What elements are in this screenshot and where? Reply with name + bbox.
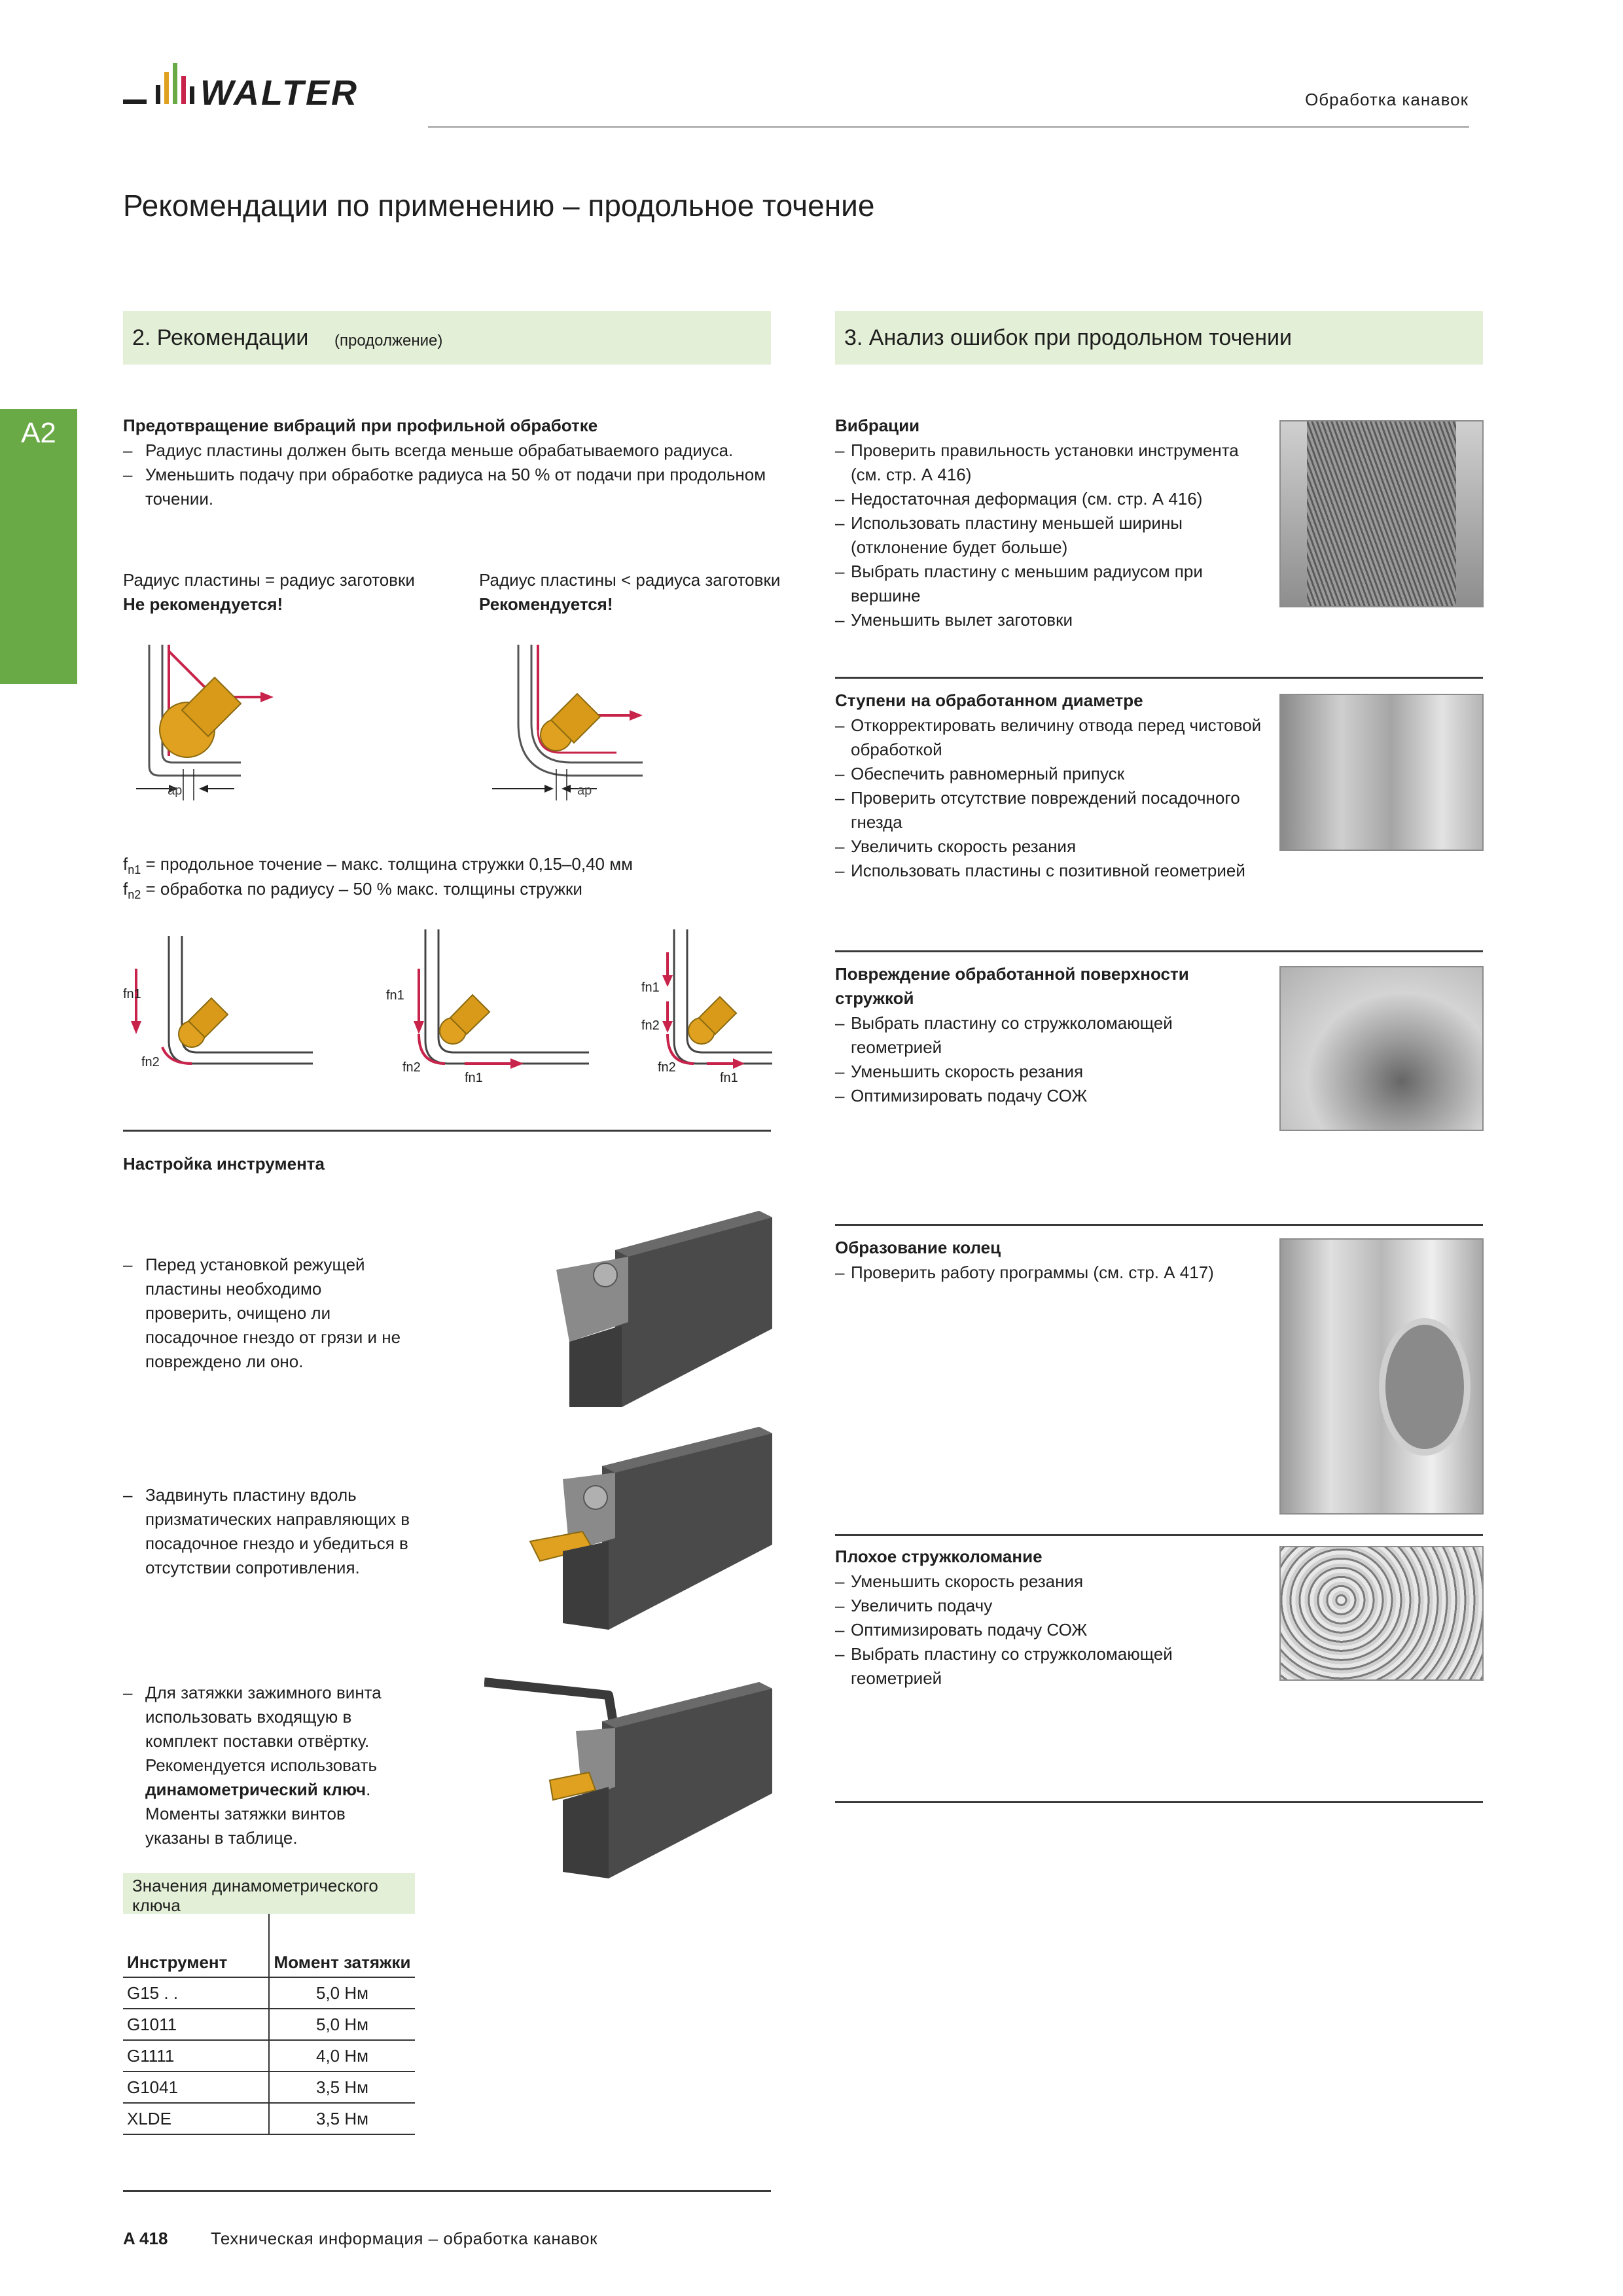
- feed-note-fn2: $f_{n2}$ = обработка по радиусу – 50 % макс. толщины стружки: [123, 879, 582, 902]
- problem-title-chip-damage: Повреждение обработанной поверхности стружкой: [835, 964, 1189, 1008]
- vibration-prevention-list: [123, 439, 771, 511]
- table-row: G1111 4,0 Нм: [123, 2040, 415, 2072]
- left-heading-note: (продолжение): [334, 332, 443, 350]
- list-item: – Выбрать пластину со стружколомающей геометрией: [835, 1642, 1267, 1691]
- list-item: – Уменьшить вылет заготовки: [835, 608, 1267, 632]
- feed-diagram-1: [123, 929, 319, 1086]
- table-row: G1011 5,0 Нм: [123, 2009, 415, 2040]
- feed-diagram-3: [628, 929, 779, 1086]
- right-rule-bottom: [835, 1801, 1483, 1803]
- list-item: – Уменьшить подачу при обработке радиуса на 50 % от подачи при продольном точении.: [123, 463, 771, 511]
- list-item: – Проверить правильность установки инструмента (см. стр. А 416): [835, 439, 1267, 487]
- problem-title-rings: Образование колец: [835, 1238, 1001, 1257]
- list-item: – Задвинуть пластину вдоль призматических направляющих в посадочное гнездо и убедиться в отсутствии сопротивления.: [123, 1483, 411, 1580]
- list-item: – Использовать пластины с позитивной геометрией: [835, 859, 1267, 883]
- feed-note-fn1: $f_{n1}$ = продольное точение – макс. толщина стружки 0,15–0,40 мм: [123, 854, 633, 877]
- label-fn2: fn2: [402, 1060, 421, 1075]
- section-label: Обработка канавок: [1305, 90, 1469, 109]
- left-rule-1: [123, 1130, 771, 1132]
- torque-table-caption: Значения динамометрического ключа: [123, 1873, 415, 1914]
- header-rule: [428, 126, 1469, 128]
- label-fn1: fn1: [641, 980, 660, 995]
- feed-diagram-2: [380, 929, 602, 1086]
- problem-list-chip-breaking: [835, 1570, 1267, 1691]
- list-item: – Радиус пластины должен быть всегда меньше обрабатываемого радиуса.: [123, 439, 771, 463]
- photo-step-on-diameter: [1279, 694, 1484, 851]
- list-item: – Перед установкой режущей пластины необходимо проверить, очищено ли посадочное гнездо от грязи и не повреждено ли оно.: [123, 1253, 411, 1374]
- right-section-heading: 3. Анализ ошибок при продольном точении: [835, 311, 1483, 365]
- list-item: – Увеличить подачу: [835, 1594, 1267, 1618]
- label-fn1: fn1: [720, 1071, 738, 1085]
- column-header: Момент затяжки: [269, 1914, 415, 1977]
- logo-wordmark: WALTER: [200, 73, 359, 113]
- list-item: – Откорректировать величину отвода перед чистовой обработкой: [835, 713, 1267, 762]
- footer-text: Техническая информация – обработка канавок: [211, 2229, 598, 2248]
- case-caption-1: Радиус пластины = радиус заготовки: [123, 570, 415, 590]
- label-fn1: fn1: [465, 1071, 483, 1085]
- photo-ring-formation: [1279, 1238, 1484, 1515]
- list-item: – Оптимизировать подачу СОЖ: [835, 1618, 1267, 1642]
- column-header: Инструмент: [123, 1914, 269, 1977]
- right-rule-1: [835, 677, 1483, 679]
- photo-poor-chip-breaking: [1279, 1546, 1484, 1681]
- list-item: – Выбрать пластину со стружколомающей геометрией: [835, 1011, 1267, 1060]
- tool-setup-step-3: [123, 1681, 411, 1850]
- right-rule-2: [835, 950, 1483, 952]
- problem-title-vibrations: Вибрации: [835, 416, 920, 435]
- list-item: – Уменьшить скорость резания: [835, 1060, 1267, 1084]
- dim-label-ap: ap: [168, 783, 183, 798]
- label-fn2: fn2: [141, 1055, 160, 1069]
- case-verdict-2: Рекомендуется!: [479, 594, 613, 614]
- right-rule-4: [835, 1534, 1483, 1536]
- torque-table: [123, 1914, 415, 2135]
- vibration-prevention-title: Предотвращение вибраций при профильной обработке: [123, 416, 598, 435]
- label-fn2: fn2: [658, 1060, 676, 1075]
- left-rule-bottom: [123, 2190, 771, 2192]
- tool-setup-step-1: [123, 1253, 411, 1374]
- list-item: – Проверить отсутствие повреждений посадочного гнезда: [835, 786, 1267, 834]
- case-verdict-1: Не рекомендуется!: [123, 594, 283, 614]
- left-section-heading: [123, 311, 771, 365]
- label-fn1: fn1: [123, 987, 141, 1001]
- page-title: Рекомендации по применению – продольное точение: [123, 188, 875, 223]
- photo-vibration-marks: [1279, 420, 1484, 607]
- walter-logo: [123, 60, 398, 113]
- radius-diagram-recommended: [479, 638, 741, 808]
- problem-list-steps: [835, 713, 1267, 883]
- tool-setup-step-2: [123, 1483, 411, 1580]
- left-heading-text: 2. Рекомендации: [132, 325, 309, 350]
- tool-holder-illustration-1: [543, 1211, 772, 1407]
- problem-list-rings: [835, 1261, 1254, 1285]
- problem-title-steps: Ступени на обработанном диаметре: [835, 691, 1143, 710]
- list-item: – Обеспечить равномерный припуск: [835, 762, 1267, 786]
- problem-list-vibrations: [835, 439, 1267, 632]
- tool-holder-illustration-2: [524, 1427, 772, 1630]
- label-fn2: fn2: [641, 1018, 660, 1033]
- problem-list-chip-damage: [835, 1011, 1267, 1108]
- table-row: XLDE 3,5 Нм: [123, 2103, 415, 2134]
- dim-label-ap: ap: [577, 783, 592, 798]
- case-caption-2: Радиус пластины < радиуса заготовки: [479, 570, 781, 590]
- list-item: – Выбрать пластину с меньшим радиусом при вершине: [835, 560, 1267, 608]
- page-number: A 418: [123, 2229, 168, 2248]
- list-item: – Увеличить скорость резания: [835, 834, 1267, 859]
- right-rule-3: [835, 1224, 1483, 1226]
- tool-holder-illustration-3: [484, 1649, 772, 1878]
- table-row: G1041 3,5 Нм: [123, 2072, 415, 2103]
- table-row: G15 . . 5,0 Нм: [123, 1977, 415, 2009]
- list-item: – Проверить работу программы (см. стр. А 417): [835, 1261, 1254, 1285]
- list-item: – Оптимизировать подачу СОЖ: [835, 1084, 1267, 1108]
- list-item: – Для затяжки зажимного винта использовать входящую в комплект поставки отвёртку. Рекомендуется использовать динамометрический ключ. Моменты затяжки винтов указаны в таблице.: [123, 1681, 411, 1850]
- radius-diagram-not-recommended: [123, 638, 385, 808]
- list-item: – Недостаточная деформация (см. стр. А 416): [835, 487, 1267, 511]
- tool-setup-title: Настройка инструмента: [123, 1154, 325, 1174]
- side-tab-label: A2: [21, 417, 56, 449]
- list-item: – Уменьшить скорость резания: [835, 1570, 1267, 1594]
- list-item: – Использовать пластину меньшей ширины (отклонение будет больше): [835, 511, 1267, 560]
- label-fn1: fn1: [386, 988, 404, 1003]
- problem-title-chip-breaking: Плохое стружколомание: [835, 1547, 1043, 1566]
- photo-surface-damage: [1279, 966, 1484, 1131]
- table-header-row: [123, 1914, 415, 1977]
- side-tab: [0, 409, 77, 684]
